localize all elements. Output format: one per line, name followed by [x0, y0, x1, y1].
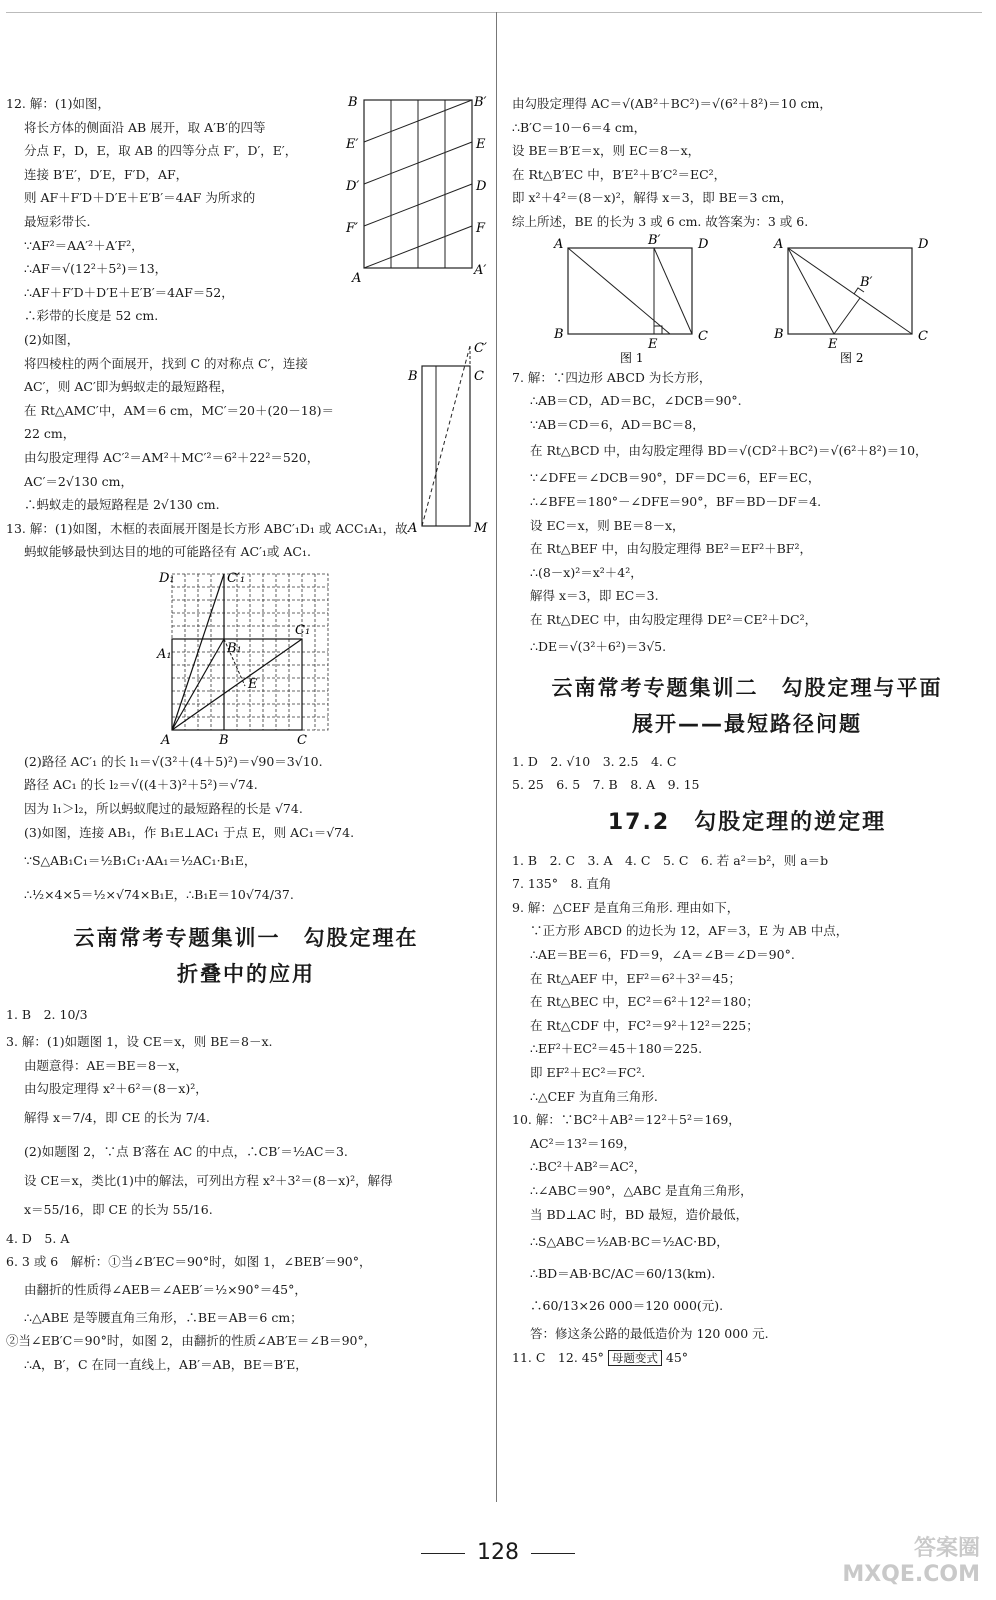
fig12a-label: A	[352, 271, 362, 286]
p12-line: AC′＝2√130 cm，	[24, 473, 134, 489]
p7-line: ∵AB＝CD＝6，AD＝BC＝8，	[530, 416, 705, 432]
variant-badge: 母题变式	[608, 1350, 662, 1366]
fig1-label: E	[648, 336, 658, 352]
p12-line: (2)如图，	[24, 331, 80, 347]
p12-line: ∵AF²＝AA′²＋A′F²，	[24, 237, 144, 253]
section-heading-1: 云南常考专题集训一 勾股定理在	[73, 926, 419, 951]
p12-line: 将四棱柱的两个面展开，找到 C 的对称点 C′，连接	[24, 355, 308, 371]
p3-line: 由题意得：AE＝BE＝8－x，	[24, 1057, 188, 1073]
p12-line: 将长方体的侧面沿 AB 展开，取 A′B′的四等	[24, 119, 266, 135]
fig13-label: B₁	[227, 640, 242, 656]
p9-line: 即 EF²＋EC²＝FC².	[530, 1065, 646, 1081]
page-number: 128	[477, 1540, 519, 1565]
fig1-label: B	[554, 326, 564, 342]
fig12a-label: F	[476, 221, 486, 236]
p9-line: 在 Rt△CDF 中，FC²＝9²＋12²＝225；	[530, 1017, 759, 1033]
section-heading-3: 17.2 勾股定理的逆定理	[607, 809, 887, 835]
fig2-label: D	[918, 236, 929, 252]
p12-line: ∴AF＝√(12²＋5²)＝13，	[24, 261, 168, 277]
p13-line: 蚂蚁能够最快到达目的地的可能路径有 AC′₁或 AC₁.	[24, 544, 311, 560]
fig12a-label: E′	[346, 137, 359, 152]
answer-line: 4. D 5. A	[6, 1230, 70, 1246]
p7-line: ∵∠DFE＝∠DCB＝90°，DF＝DC＝6，EF＝EC，	[530, 470, 821, 486]
fig1-label: D	[698, 236, 709, 252]
p13b-line: (2)路径 AC′₁ 的长 l₁＝√(3²＋(4＋5)²)＝√90＝3√10.	[24, 753, 323, 769]
fig2-label: C	[918, 328, 928, 344]
answer-variant: 45°	[665, 1349, 689, 1365]
figures-1-2	[512, 234, 982, 366]
top-rule	[6, 12, 982, 13]
p7-line: ∴DE＝√(3²＋6²)＝3√5.	[530, 638, 667, 654]
figure-1	[552, 234, 722, 366]
p9-line: 在 Rt△AEF 中，EF²＝6²＋3²＝45；	[530, 970, 741, 986]
section-heading-1b: 折叠中的应用	[177, 962, 315, 987]
p7-line: 在 Rt△BEF 中，由勾股定理得 BE²＝EF²＋BF²，	[530, 541, 812, 557]
p12-line: 12. 解：(1)如图，	[6, 96, 111, 111]
fig13-label: B	[219, 732, 229, 748]
p3-line: (2)如题图 2，∵点 B′落在 AC 的中点，∴CB′＝½AC＝3.	[24, 1144, 348, 1160]
p13b-line: ∵S△AB₁C₁＝½B₁C₁·AA₁＝½AC₁·B₁E，	[24, 853, 257, 869]
p9-line: ∴AE＝BE＝6，FD＝9，∠A＝∠B＝∠D＝90°.	[530, 947, 795, 963]
section-heading-2: 云南常考专题集训二 勾股定理与平面	[551, 675, 943, 700]
p7-line: ∴∠BFE＝180°－∠DFE＝90°，BF＝BD－DF＝4.	[530, 493, 822, 509]
fig12b-label: A	[408, 521, 418, 536]
fig13-label: A₁	[157, 646, 172, 662]
p12-line: AC′，则 AC′即为蚂蚁走的最短路程，	[24, 379, 234, 395]
fig13-label: A	[161, 732, 171, 748]
fig12b-label: C′	[474, 341, 487, 356]
p7-line: 7. 解：∵四边形 ABCD 为长方形，	[512, 369, 712, 385]
answer-line: 1. B 2. C 3. A 4. C 5. C 6. 若 a²＝b²，则 a＝b	[512, 852, 829, 868]
p7-line: 设 EC＝x，则 BE＝8－x，	[530, 517, 685, 533]
answer-line: 7. 135° 8. 直角	[512, 876, 612, 892]
fig1-label: A	[554, 236, 564, 252]
p12-line: ∴彩带的长度是 52 cm.	[24, 308, 159, 324]
section-heading-2b: 展开——最短路径问题	[632, 711, 862, 736]
p10-line: 10. 解：∵BC²＋AB²＝12²＋5²＝169，	[512, 1112, 741, 1128]
p10-line: 答：修这条公路的最低造价为 120 000 元.	[530, 1326, 769, 1342]
p6-line: ∴△ABE 是等腰直角三角形，∴BE＝AB＝6 cm；	[24, 1309, 303, 1325]
figure-13	[151, 566, 341, 748]
answer-line: 1. B 2. 10/3	[6, 1007, 88, 1023]
watermark-cn: 答案圈	[913, 1536, 980, 1561]
p9-line: ∴EF²＋EC²＝45＋180＝225.	[530, 1041, 703, 1057]
p6-line: 由翻折的性质得∠AEB＝∠AEB′＝½×90°＝45°，	[24, 1281, 307, 1297]
p10-line: AC²＝13²＝169，	[530, 1135, 636, 1151]
p3-line: x＝55/16，即 CE 的长为 55/16.	[24, 1201, 213, 1217]
answer-line: 1. D 2. √10 3. 2.5 4. C	[512, 753, 677, 769]
fig12b-label: B	[408, 369, 418, 384]
figure-12a	[344, 92, 494, 288]
p3-line: 由勾股定理得 x²＋6²＝(8－x)²，	[24, 1081, 208, 1097]
p3-line: 3. 解：(1)如题图 1，设 CE＝x，则 BE＝8－x.	[6, 1034, 273, 1050]
p12-line: 在 Rt△AMC′中，AM＝6 cm，MC′＝20＋(20－18)＝	[24, 402, 335, 418]
right-top-line: 在 Rt△B′EC 中，B′E²＋B′C²＝EC²，	[512, 166, 727, 182]
p6-line: 6. 3 或 6 解析：①当∠B′EC＝90°时，如图 1，∠BEB′＝90°，	[6, 1254, 372, 1270]
answer-line: 5. 25 6. 5 7. B 8. A 9. 15	[512, 777, 700, 793]
p3-line: 解得 x＝7/4，即 CE 的长为 7/4.	[24, 1110, 210, 1126]
fig2-caption: 图 2	[840, 350, 864, 365]
fig1-label: B′	[648, 233, 661, 248]
fig2-label: B′	[860, 274, 873, 290]
fig13-label: C	[297, 732, 307, 748]
p12-line: 则 AF＋F′D＋D′E＋E′B′＝4AF 为所求的	[24, 190, 256, 206]
fig12a-label: B′	[474, 95, 487, 110]
p9-line: ∴△CEF 为直角三角形.	[530, 1088, 658, 1104]
fig13-label: C′₁	[227, 570, 246, 586]
p12-line: 22 cm，	[24, 426, 76, 442]
p12-line: 最短彩带长.	[24, 213, 91, 229]
fig2-label: A	[774, 236, 784, 252]
p10-line: ∴BC²＋AB²＝AC²，	[530, 1159, 647, 1175]
fig12a-label: A′	[474, 263, 487, 278]
p12-line: 连接 B′E′，D′E，F′D，AF，	[24, 166, 189, 182]
right-top-line: ∴B′C＝10－6＝4 cm，	[512, 119, 647, 135]
watermark-url: MXQE.COM	[842, 1562, 980, 1587]
p13b-line: 因为 l₁＞l₂，所以蚂蚁爬过的最短路程的长是 √74.	[24, 801, 303, 817]
footer-rule-left	[421, 1553, 465, 1554]
fig12a-label: F′	[346, 221, 358, 236]
fig13-label: E	[248, 676, 258, 692]
right-top-line: 设 BE＝B′E＝x，则 EC＝8－x，	[512, 143, 701, 159]
fig1-label: C	[698, 328, 708, 344]
figure-12b	[404, 338, 494, 538]
p10-line: 当 BD⊥AC 时，BD 最短，造价最低，	[530, 1206, 749, 1222]
right-column	[512, 92, 982, 1370]
right-top-line: 即 x²＋4²＝(8－x)²，解得 x＝3，即 BE＝3 cm，	[512, 190, 793, 206]
fig13-label: D₁	[159, 570, 175, 586]
fig12a-label: B	[348, 95, 358, 110]
fig1-caption: 图 1	[620, 350, 644, 365]
p6-line: ∴A，B′，C 在同一直线上，AB′＝AB，BE＝B′E，	[24, 1357, 308, 1372]
p9-line: 9. 解：△CEF 是直角三角形. 理由如下，	[512, 899, 740, 915]
p13b-line: (3)如图，连接 AB₁，作 B₁E⊥AC₁ 于点 E，则 AC₁＝√74.	[24, 824, 355, 840]
fig13-label: C₁	[295, 622, 311, 638]
p7-line: ∴(8－x)²＝x²＋4²，	[530, 564, 643, 580]
fig12b-label: C	[474, 369, 484, 384]
p12-line: ∴AF＋F′D＋D′E＋E′B′＝4AF＝52，	[24, 284, 234, 300]
p7-line: 在 Rt△DEC 中，由勾股定理得 DE²＝CE²＋DC²，	[530, 611, 818, 627]
fig12a-label: D′	[346, 179, 360, 194]
fig12b-label: M	[474, 521, 488, 536]
p12-line: 由勾股定理得 AC′²＝AM²＋MC′²＝6²＋22²＝520，	[24, 449, 320, 465]
p12-line: ∴蚂蚁走的最短路程是 2√130 cm.	[24, 497, 220, 513]
p7-line: 解得 x＝3，即 EC＝3.	[530, 588, 659, 604]
answer-line-11	[512, 1346, 982, 1371]
footer-rule-right	[531, 1553, 575, 1554]
p10-line: ∴60/13×26 000＝120 000(元).	[530, 1298, 724, 1314]
p13b-line: 路径 AC₁ 的长 l₂＝√((4＋3)²＋5²)＝√74.	[24, 777, 258, 793]
right-top-line: 综上所述，BE 的长为 3 或 6 cm. 故答案为：3 或 6.	[512, 213, 809, 229]
fig2-label: E	[828, 336, 838, 352]
watermark	[842, 1536, 980, 1588]
p9-line: 在 Rt△BEC 中，EC²＝6²＋12²＝180；	[530, 994, 759, 1010]
fig12a-label: E	[476, 137, 486, 152]
p10-line: ∴BD＝AB·BC/AC＝60/13(km).	[530, 1266, 716, 1282]
figure-2	[772, 234, 942, 366]
p9-line: ∵正方形 ABCD 的边长为 12，AF＝3，E 为 AB 中点，	[530, 923, 849, 939]
p7-line: 在 Rt△BCD 中，由勾股定理得 BD＝√(CD²＋BC²)＝√(6²＋8²)＝10，	[530, 443, 928, 459]
p13-line: 13. 解：(1)如图，木框的表面展开图是长方形 ABC′₁D₁ 或 ACC₁A₁，故	[6, 520, 408, 536]
p10-line: ∴∠ABC＝90°，△ABC 是直角三角形，	[530, 1183, 753, 1198]
p3-line: 设 CE＝x，类比(1)中的解法，可列出方程 x²＋3²＝(8－x)²，解得	[24, 1173, 393, 1189]
answer-11-12: 11. C 12. 45°	[512, 1349, 604, 1365]
p7-line: ∴AB＝CD，AD＝BC，∠DCB＝90°.	[530, 393, 742, 409]
fig12a-label: D	[476, 179, 487, 194]
p10-line: ∴S△ABC＝½AB·BC＝½AC·BD，	[530, 1234, 729, 1250]
fig2-label: B	[774, 326, 784, 342]
p12-line: 分点 F，D，E，取 AB 的四等分点 F′，D′，E′，	[24, 143, 298, 159]
p13b-line: ∴½×4×5＝½×√74×B₁E，∴B₁E＝10√74/37.	[24, 887, 294, 903]
left-column	[6, 92, 486, 1377]
p6-line: ②当∠EB′C＝90°时，如图 2，由翻折的性质∠AB′E＝∠B＝90°，	[6, 1333, 377, 1349]
column-divider	[496, 12, 497, 1502]
right-top-line: 由勾股定理得 AC＝√(AB²＋BC²)＝√(6²＋8²)＝10 cm，	[512, 96, 832, 111]
